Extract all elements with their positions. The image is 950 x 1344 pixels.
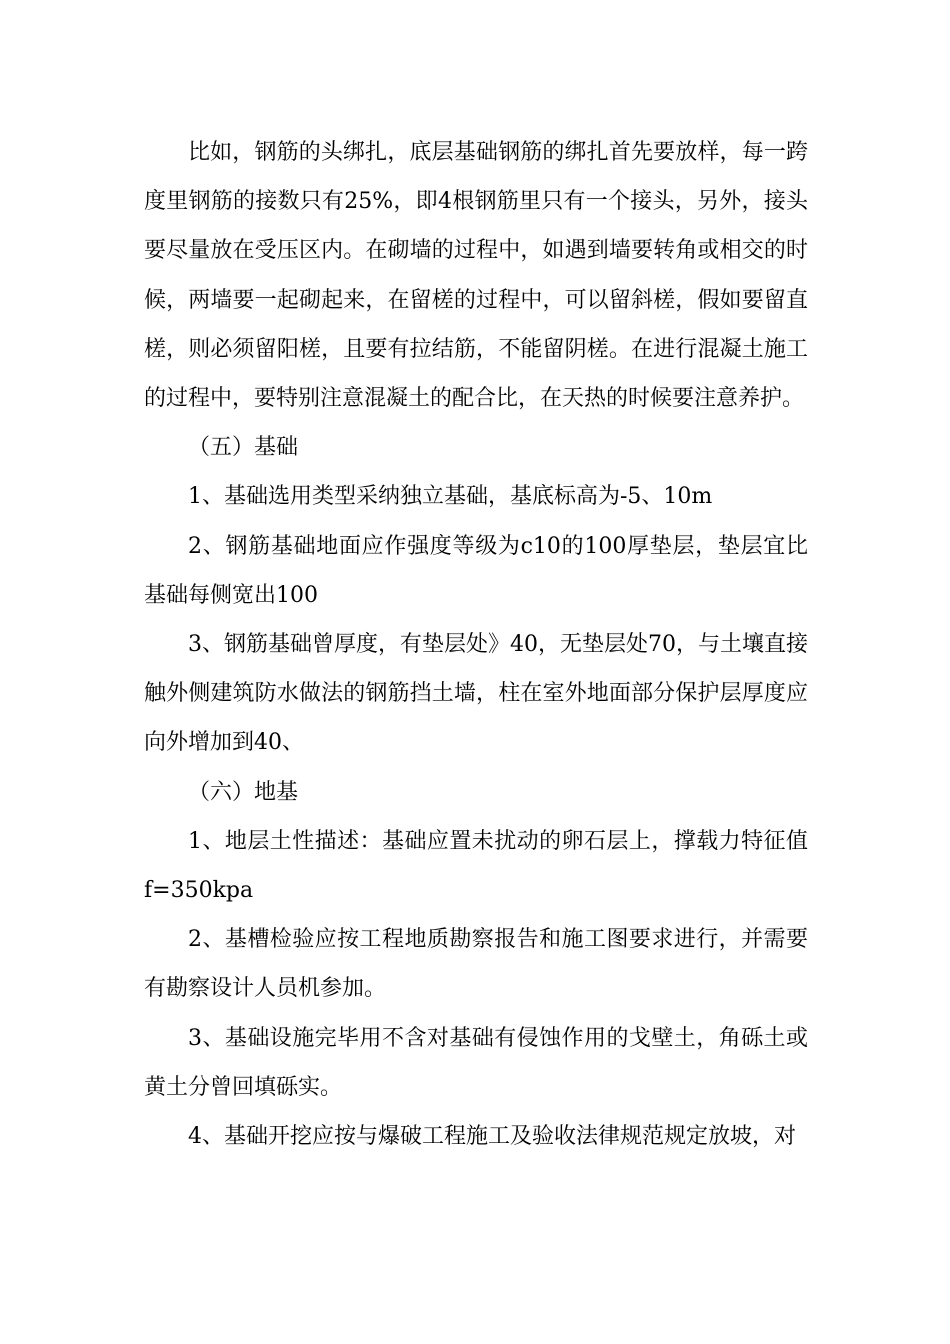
section-heading-subgrade: （六）地基 — [188, 779, 299, 805]
subgrade-item-2: 2、基槽检验应按工程地质勘察报告和施工图要求进行，并需要有勘察设计人员机参加。 — [144, 927, 808, 1002]
subgrade-item-4: 4、基础开挖应按与爆破工程施工及验收法律规范规定放坡，对 — [188, 1124, 796, 1150]
section-heading-foundation: （五）基础 — [188, 435, 299, 461]
foundation-item-2: 2、钢筋基础地面应作强度等级为c10的100厚垫层，垫层宜比基础每侧宽出100 — [144, 533, 808, 608]
document-body — [144, 128, 808, 1161]
foundation-item-3: 3、钢筋基础曾厚度，有垫层处》40，无垫层处70，与土壤直接触外侧建筑防水做法的钢筋挡土墙，柱在室外地面部分保护层厚度应向外增加到40、 — [144, 632, 808, 756]
subgrade-item-3: 3、基础设施完毕用不含对基础有侵蚀作用的戈壁土，角砾土或黄土分曾回填砾实。 — [144, 1025, 808, 1100]
foundation-item-1: 1、基础选用类型采纳独立基础，基底标高为-5、10m — [188, 484, 713, 510]
paragraph-rebar-masonry-concrete: 比如，钢筋的头绑扎，底层基础钢筋的绑扎首先要放样，每一跨度里钢筋的接数只有25%，即4根钢筋里只有一个接头，另外，接头要尽量放在受压区内。在砌墙的过程中，如遇到墙要转角或相交的时候，两墙要一起砌起来，在留槎的过程中，可以留斜槎，假如要留直槎，则必须留阳槎，且要有拉结筋，不能留阴槎。在进行混凝土施工的过程中，要特别注意混凝土的配合比，在天热的时候要注意养护。 — [144, 140, 808, 412]
subgrade-item-1: 1、地层土性描述：基础应置未扰动的卵石层上，撑载力特征值f=350kpa — [144, 828, 808, 904]
